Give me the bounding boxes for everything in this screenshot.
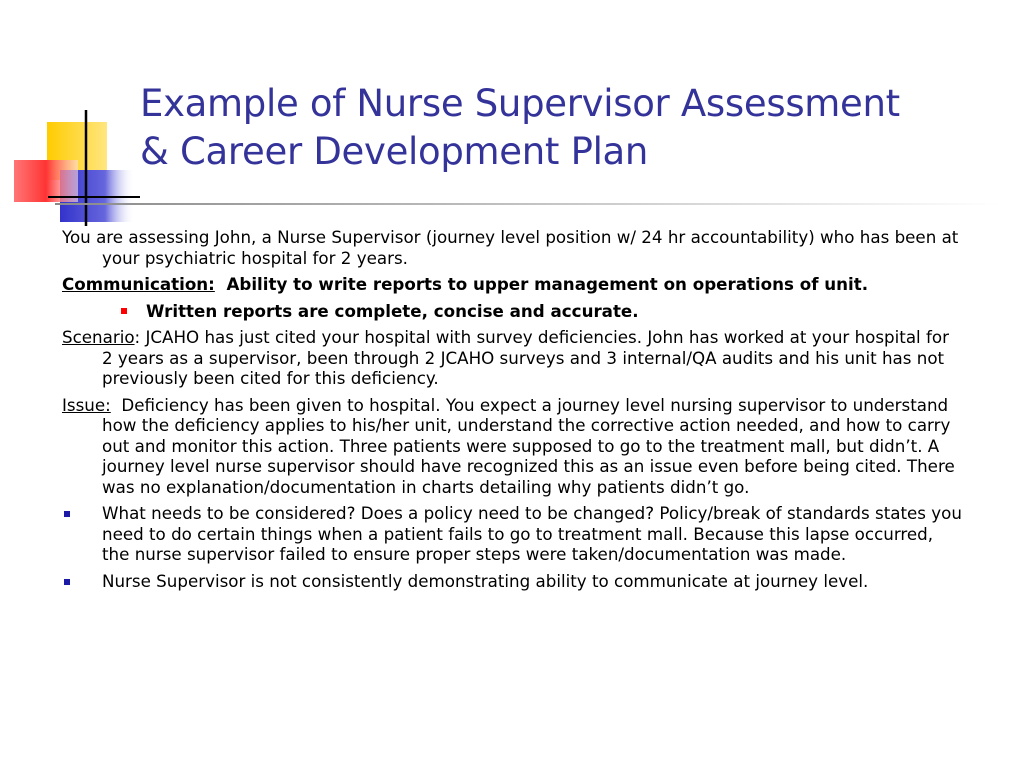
red-square-bullet-icon — [121, 308, 127, 314]
bullet-item — [62, 571, 962, 592]
title-line-2: & Career Development Plan — [140, 130, 649, 173]
scenario-text: : JCAHO has just cited your hospital with survey deficiencies. John has worked at your hospital for 2 years as a supervisor, been through 2 JCAHO surveys and 3 internal/QA audits and his unit has not previously been cited for this deficiency. — [102, 327, 949, 388]
scenario-paragraph — [62, 327, 962, 389]
issue-label: Issue: — [62, 394, 111, 415]
bullet-text: Nurse Supervisor is not consistently demonstrating ability to communicate at journey level. — [102, 570, 869, 591]
communication-sub-bullet — [62, 301, 962, 322]
bullet-text: What needs to be considered? Does a policy need to be changed? Policy/break of standards states you need to do certain things when a patient fails to go to treatment mall. Because this lapse occurred, the nurse supervisor failed to ensure proper steps were taken/documentation was made. — [102, 503, 962, 564]
slide-body — [62, 227, 962, 597]
intro-paragraph: You are assessing John, a Nurse Supervisor (journey level position w/ 24 hr accountability) who has been at your psychiatric hospital for 2 years. — [62, 227, 959, 268]
communication-label: Communication: — [62, 274, 215, 294]
title-divider — [55, 203, 1000, 205]
title-line-1: Example of Nurse Supervisor Assessment — [140, 82, 900, 125]
communication-point: Written reports are complete, concise and accurate. — [146, 300, 639, 321]
communication-paragraph — [62, 274, 962, 295]
issue-text: Deficiency has been given to hospital. You expect a journey level nursing supervisor to understand how the deficiency applies to his/her unit, understand the corrective action needed, and how to carry out and monitor this action. Three patients were supposed to go to the treatment mall, but didn’t. A journey level nurse supervisor should have recognized this as an issue even before being cited. There was no explanation/documentation in charts detailing why patients didn’t go. — [102, 394, 955, 497]
communication-text: Ability to write reports to upper management on operations of unit. — [226, 274, 869, 294]
red-square — [14, 160, 78, 202]
slide-title — [140, 80, 1000, 176]
blue-square-bullet-icon — [64, 511, 70, 517]
blue-square-bullet-icon — [64, 579, 70, 585]
issue-paragraph — [62, 395, 962, 498]
scenario-label: Scenario — [62, 327, 135, 347]
bullet-item — [62, 503, 962, 565]
